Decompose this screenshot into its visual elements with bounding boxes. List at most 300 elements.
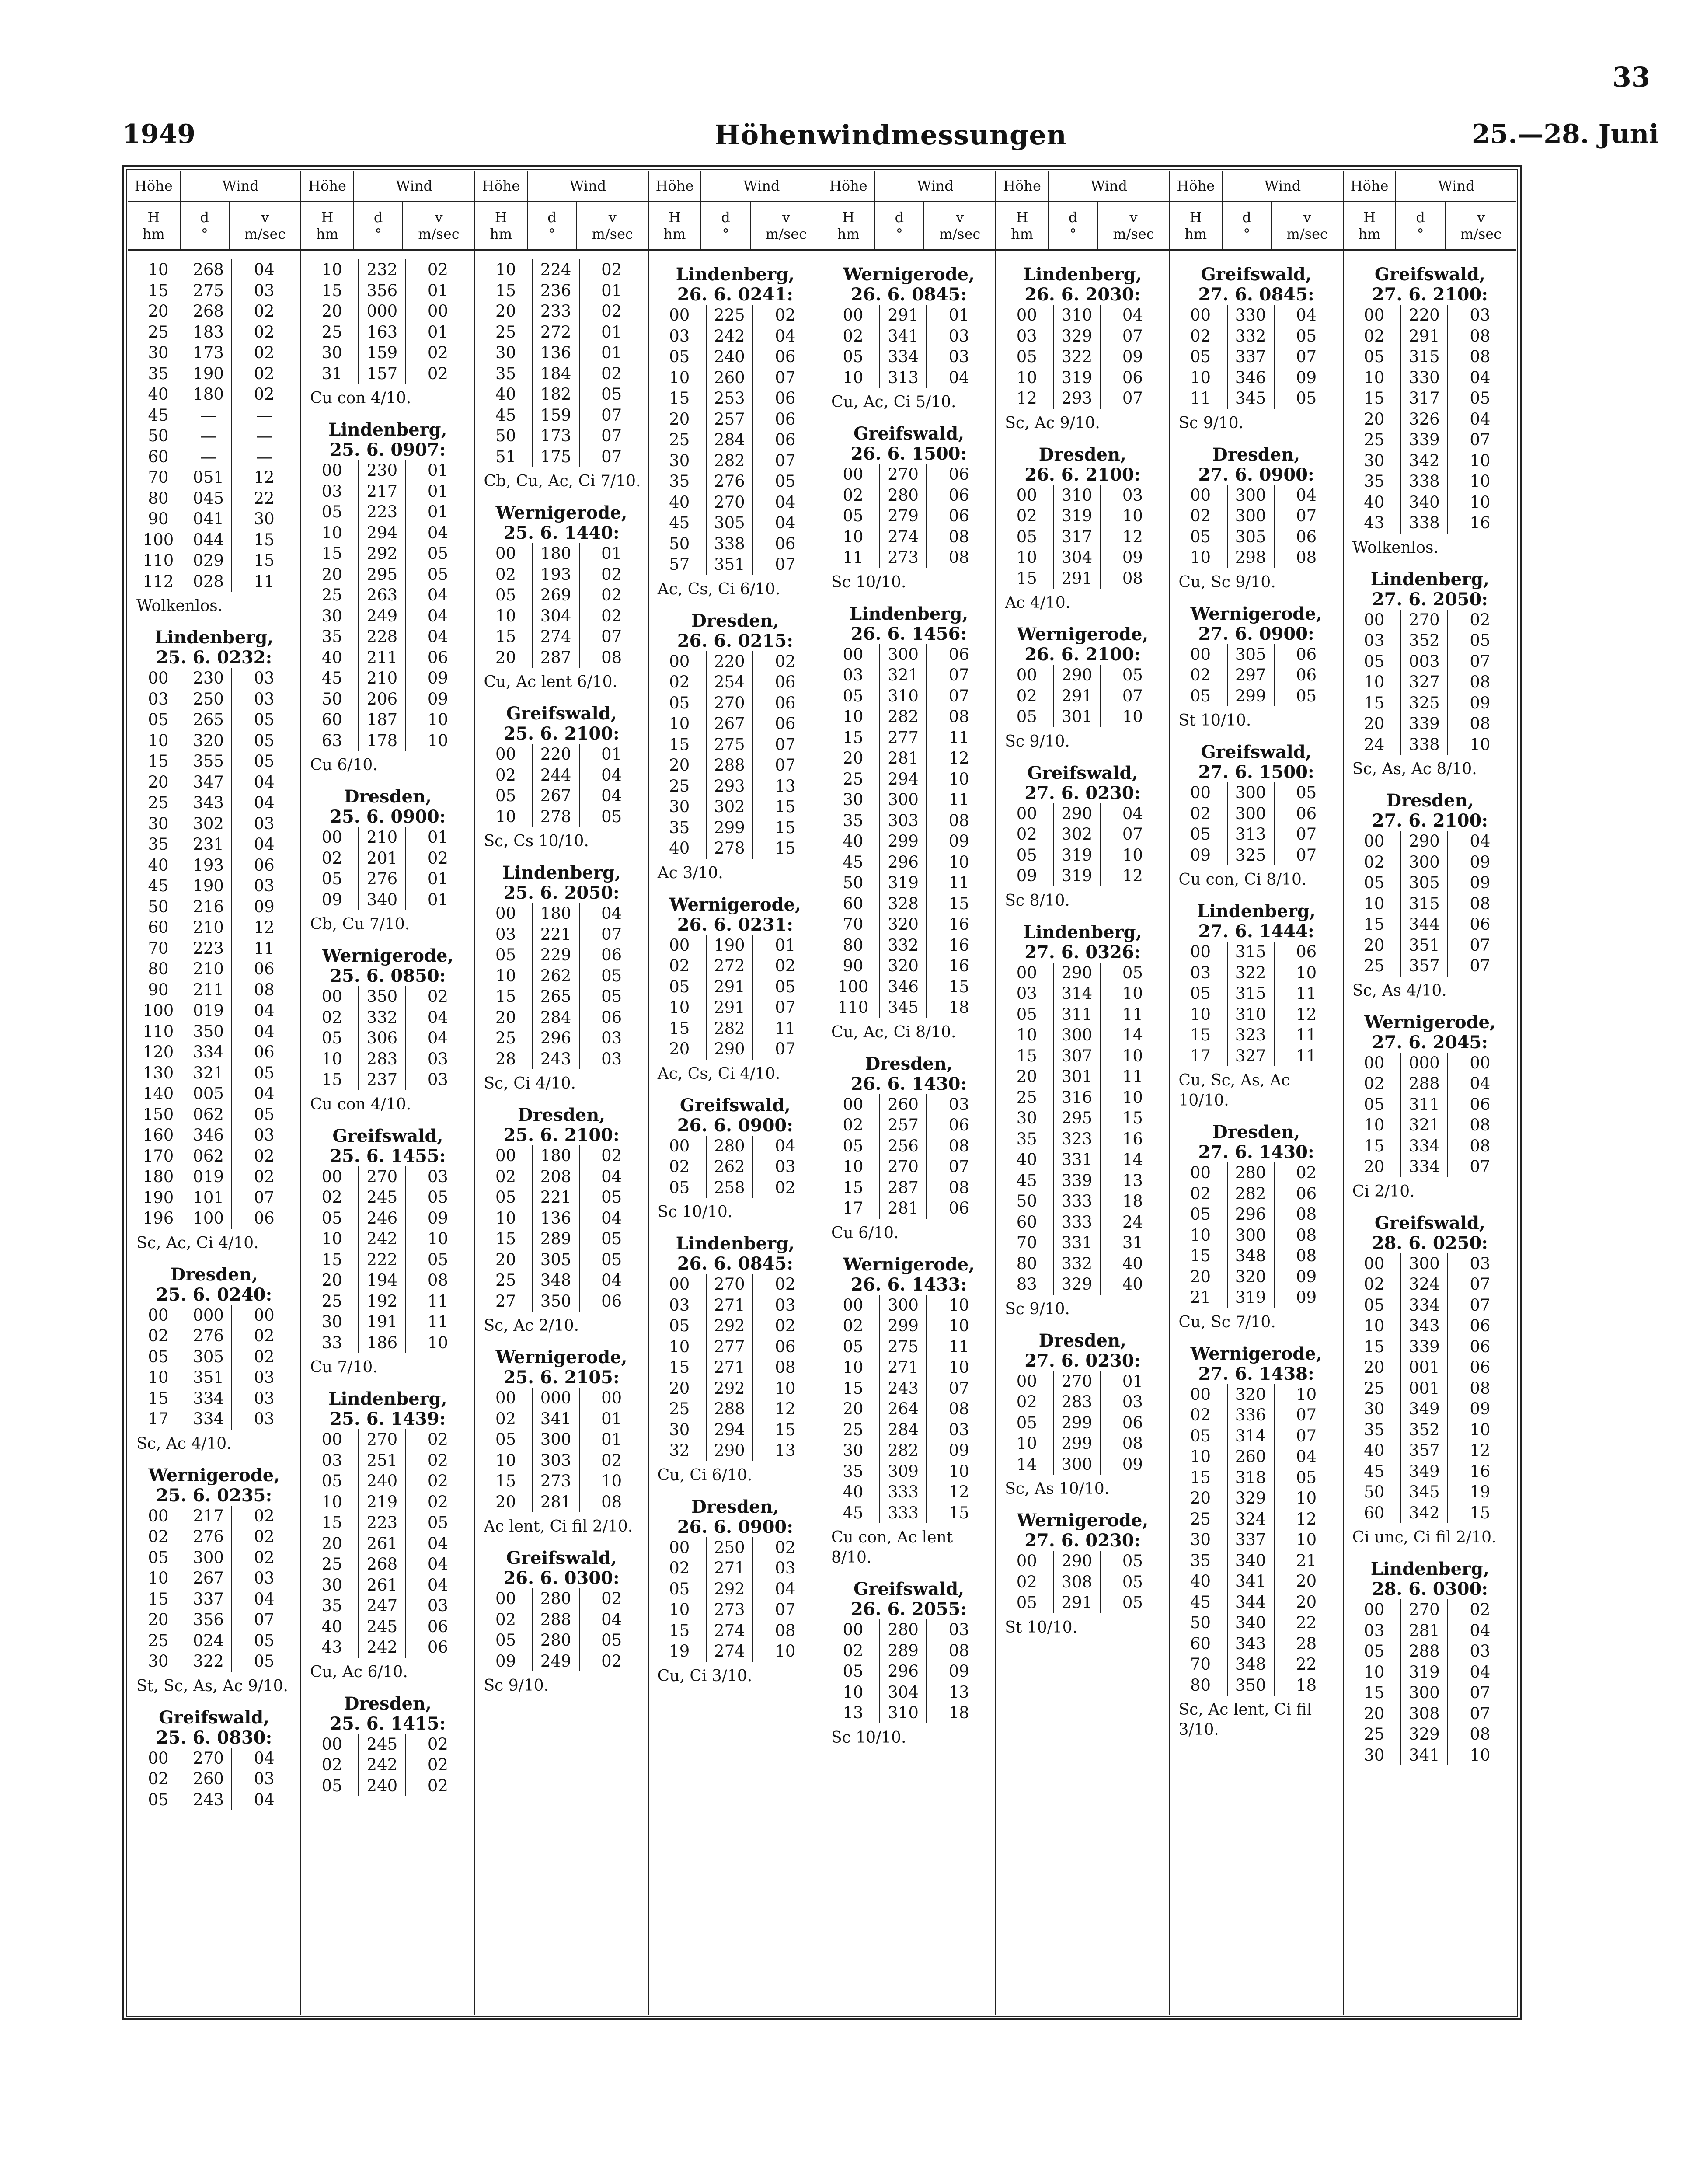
direction-value: 325 [1227, 845, 1275, 866]
table-row [1174, 346, 1338, 367]
height-value: 05 [1190, 1426, 1211, 1445]
height-value: 28 [495, 1049, 516, 1068]
table-row [827, 1295, 991, 1316]
sounding-datetime: 27. 6. 1430: [1198, 1142, 1314, 1162]
speed-value: 13 [948, 1682, 969, 1702]
table-row [306, 585, 470, 606]
height-value: 10 [843, 527, 864, 546]
speed-value: 04 [254, 1589, 275, 1608]
table-row [1000, 1191, 1164, 1212]
table-row [653, 1315, 817, 1336]
table-row [1348, 409, 1512, 430]
speed-value: 06 [775, 430, 796, 449]
direction-value: 310 [1053, 485, 1101, 506]
table-row [653, 1579, 817, 1600]
direction-value: 343 [1400, 1315, 1448, 1336]
direction-value: 211 [185, 980, 232, 1001]
table-row [306, 1429, 470, 1450]
table-row [1174, 1287, 1338, 1308]
direction-value: 273 [879, 547, 927, 568]
speed-value: 09 [1122, 1455, 1143, 1474]
direction-value: 296 [1227, 1204, 1275, 1225]
sounding-datetime: 26. 6. 0300: [503, 1568, 620, 1588]
direction-value: 292 [706, 1579, 753, 1600]
sounding-block [1000, 1331, 1164, 1500]
table-row [306, 460, 470, 481]
table-row [306, 730, 470, 751]
sounding-datetime: 26. 6. 2055: [850, 1599, 967, 1619]
direction-value: 270 [1400, 1599, 1448, 1620]
table-row [1000, 1149, 1164, 1170]
direction-value: 319 [1053, 845, 1101, 866]
sounding-datetime: 27. 6. 0230: [1024, 782, 1141, 803]
speed-value: 06 [948, 465, 969, 484]
speed-value: 05 [427, 1250, 448, 1269]
station-name: Wernigerode, [843, 264, 975, 285]
direction-value: 299 [1053, 1413, 1101, 1434]
direction-value: 178 [358, 730, 406, 751]
speed-value: 04 [254, 260, 275, 279]
speed-value: 15 [775, 818, 796, 837]
table-column [475, 171, 649, 2015]
height-value: 05 [148, 1347, 169, 1366]
table-row [653, 734, 817, 755]
direction-value: 301 [1053, 706, 1101, 727]
speed-value: 04 [601, 904, 622, 923]
speed-value: 02 [601, 302, 622, 321]
speed-value: 06 [948, 1116, 969, 1134]
direction-value: 250 [185, 689, 232, 710]
direction-value: 350 [1227, 1675, 1275, 1696]
height-value: 83 [1016, 1275, 1037, 1294]
speed-value: 12 [948, 1483, 969, 1501]
direction-value: 333 [1053, 1212, 1101, 1233]
direction-value: 340 [1227, 1550, 1275, 1571]
header-speed-cell [1098, 202, 1169, 249]
height-value: 05 [1016, 845, 1037, 865]
height-value: 10 [495, 1208, 516, 1228]
column-body [475, 251, 648, 1696]
year: 1949 [122, 119, 195, 150]
table-row [480, 1609, 644, 1630]
speed-value: 02 [601, 1146, 622, 1165]
station-name: Greifswald, [1027, 762, 1138, 783]
height-value: 10 [669, 714, 690, 733]
height-value: 00 [1190, 485, 1211, 505]
header-d: d [547, 209, 557, 226]
speed-value: 09 [1296, 1267, 1317, 1286]
header-deg: ° [1243, 226, 1251, 242]
sounding-block [827, 604, 991, 1043]
speed-value: 02 [601, 606, 622, 625]
direction-value: 304 [532, 606, 580, 627]
table-row [1348, 1682, 1512, 1703]
table-row [653, 492, 817, 513]
table-row [480, 1450, 644, 1471]
speed-value: 08 [1296, 1225, 1317, 1245]
measurement-table [128, 171, 1516, 2015]
sounding-block [480, 1347, 644, 1537]
table-row [132, 792, 296, 813]
height-value: 20 [495, 648, 516, 667]
direction-value: 332 [1227, 326, 1275, 347]
page-header [122, 119, 1659, 154]
table-row [653, 817, 817, 838]
height-value: 15 [321, 544, 342, 563]
speed-value: 12 [1470, 1441, 1491, 1460]
height-value: 05 [843, 347, 864, 366]
height-value: 05 [1016, 347, 1037, 366]
header-height-cell [649, 202, 702, 249]
height-value: 40 [843, 832, 864, 851]
table-row [306, 1333, 470, 1354]
table-row [1174, 1529, 1338, 1550]
direction-value: 220 [706, 651, 753, 672]
direction-value: 305 [185, 1347, 232, 1368]
speed-value: 05 [1296, 783, 1317, 802]
header-row-top [996, 171, 1169, 202]
direction-value: 308 [1400, 1703, 1448, 1724]
direction-value: 306 [358, 1028, 406, 1049]
table-row [480, 1492, 644, 1513]
table-row [1348, 513, 1512, 534]
station-name: Dresden, [344, 786, 432, 807]
direction-value: 269 [532, 585, 580, 606]
speed-value: 10 [1296, 1530, 1317, 1549]
direction-value: 019 [185, 1000, 232, 1021]
table-row [1000, 1551, 1164, 1572]
direction-value: 256 [879, 1136, 927, 1157]
cloud-note: St 10/10. [1178, 712, 1251, 729]
speed-value: 02 [427, 1451, 448, 1470]
direction-value: 334 [1400, 1136, 1448, 1157]
table-row [306, 301, 470, 322]
speed-value: 10 [1122, 506, 1143, 525]
page-number: 33 [1612, 61, 1650, 93]
station-name: Dresden, [691, 1496, 779, 1517]
cloud-note: Cu, Ci 6/10. [657, 1466, 752, 1484]
height-value: 02 [321, 848, 342, 868]
speed-value: 08 [948, 548, 969, 567]
direction-value: 001 [1400, 1378, 1448, 1399]
table-row [132, 855, 296, 876]
table-row [132, 384, 296, 405]
direction-value: 280 [879, 1619, 927, 1640]
direction-value: 265 [185, 709, 232, 730]
height-value: 43 [321, 1638, 342, 1657]
sounding-datetime: 27. 6. 2100: [1372, 810, 1488, 831]
header-direction-cell [528, 202, 577, 249]
table-row [1000, 305, 1164, 326]
direction-value: 338 [1400, 513, 1448, 534]
column-header [128, 171, 300, 251]
header-v: v [435, 209, 443, 226]
table-row [132, 1187, 296, 1208]
direction-value: 342 [1400, 450, 1448, 471]
direction-value: 289 [532, 1228, 580, 1249]
height-value: 90 [148, 509, 169, 528]
speed-value: 11 [1122, 1067, 1143, 1086]
table-row [827, 547, 991, 568]
table-row [1348, 1156, 1512, 1177]
speed-value: 10 [948, 1358, 969, 1377]
height-value: 02 [669, 1157, 690, 1176]
height-value: 05 [321, 1029, 342, 1047]
height-value: 15 [495, 1229, 516, 1248]
cloud-note: Sc, Ac lent, Ci fil 3/10. [1178, 1701, 1312, 1739]
table-row [480, 280, 644, 301]
height-value: 10 [1364, 1662, 1385, 1682]
table-row [1174, 803, 1338, 824]
column-header [1344, 171, 1516, 251]
height-value: 112 [143, 572, 174, 591]
speed-value: 21 [1296, 1551, 1317, 1570]
station-name: Greifswald, [159, 1707, 270, 1728]
direction-value: 223 [358, 502, 406, 523]
cloud-note: Sc, Ac, Ci 4/10. [136, 1234, 259, 1252]
height-value: 02 [1364, 1275, 1385, 1294]
direction-value: 313 [879, 367, 927, 388]
sounding-datetime: 27. 6. 0900: [1198, 464, 1314, 485]
speed-value: 08 [1470, 673, 1491, 691]
height-value: 05 [843, 1662, 864, 1681]
direction-value: 310 [1053, 305, 1101, 326]
speed-value: 06 [601, 1008, 622, 1027]
table-row [827, 727, 991, 748]
speed-value: 15 [948, 894, 969, 913]
height-value: 15 [843, 1178, 864, 1197]
direction-value: 324 [1400, 1274, 1448, 1295]
height-value: 10 [843, 1682, 864, 1702]
header-v: v [261, 209, 269, 226]
height-value: 10 [1190, 1447, 1211, 1466]
height-value: 25 [321, 322, 342, 342]
sounding-block [1348, 569, 1512, 780]
speed-value: 11 [254, 938, 275, 958]
height-value: 20 [1190, 1489, 1211, 1507]
table-row [827, 1136, 991, 1157]
speed-value: 06 [1296, 527, 1317, 546]
height-value: 70 [148, 938, 169, 958]
sounding-block [1000, 763, 1164, 911]
height-value: 20 [669, 409, 690, 429]
table-row [1348, 1641, 1512, 1662]
direction-value: 193 [532, 564, 580, 585]
table-row [827, 346, 991, 367]
speed-value: 03 [775, 1559, 796, 1577]
height-value: 25 [1016, 1088, 1037, 1107]
height-value: 27 [495, 1291, 516, 1311]
table-row [132, 1589, 296, 1610]
speed-value: 12 [948, 749, 969, 768]
speed-value: 07 [1296, 506, 1317, 525]
height-value: 02 [1190, 506, 1211, 525]
sounding-block [1000, 265, 1164, 433]
header-d: d [1416, 209, 1425, 226]
direction-value: 242 [358, 1637, 406, 1658]
direction-value: 307 [1053, 1046, 1101, 1067]
direction-value: 305 [1227, 644, 1275, 665]
table-row [653, 1156, 817, 1177]
speed-value: 06 [775, 389, 796, 408]
speed-value: 04 [254, 772, 275, 792]
table-row [480, 785, 644, 806]
table-row [827, 644, 991, 665]
direction-value: 351 [706, 554, 753, 575]
direction-value: 346 [185, 1125, 232, 1146]
direction-value: 321 [879, 665, 927, 686]
speed-value: 04 [1470, 832, 1491, 851]
direction-value: 328 [879, 893, 927, 914]
table-row [1000, 506, 1164, 527]
direction-value: 253 [706, 388, 753, 409]
direction-value: 273 [532, 1471, 580, 1492]
height-value: 05 [1190, 1205, 1211, 1224]
direction-value: 325 [1400, 693, 1448, 714]
direction-value: 329 [1053, 1274, 1101, 1295]
height-value: 05 [321, 502, 342, 521]
direction-value: 300 [879, 644, 927, 665]
column-header [1170, 171, 1343, 251]
direction-value: 249 [532, 1651, 580, 1672]
direction-value: 300 [1227, 782, 1275, 803]
cloud-note: Sc, Ac 4/10. [136, 1434, 232, 1453]
direction-value: 232 [358, 259, 406, 280]
direction-value: 257 [879, 1115, 927, 1136]
height-value: 70 [1016, 1233, 1037, 1252]
direction-value: 339 [1400, 429, 1448, 450]
header-height-cell [996, 202, 1049, 249]
direction-value: 291 [706, 977, 753, 998]
height-value: 25 [321, 1555, 342, 1573]
height-value: 00 [148, 1305, 169, 1325]
height-value: 05 [1016, 527, 1037, 546]
height-value: 15 [148, 1589, 169, 1608]
table-row [1000, 1371, 1164, 1392]
height-value: 70 [843, 915, 864, 934]
height-value: 15 [843, 728, 864, 747]
height-value: 10 [321, 1049, 342, 1068]
height-value: 10 [843, 368, 864, 387]
speed-value: 05 [254, 710, 275, 729]
direction-value: 270 [1053, 1371, 1101, 1392]
speed-value: 01 [601, 544, 622, 563]
height-value: 50 [843, 873, 864, 892]
speed-value: 01 [1122, 1371, 1143, 1391]
speed-value: 04 [1470, 409, 1491, 429]
height-value: 35 [1364, 472, 1385, 491]
height-value: 20 [1016, 1067, 1037, 1086]
header-row-top [1170, 171, 1343, 202]
height-value: 10 [321, 1229, 342, 1248]
column-body [649, 251, 822, 1686]
speed-value: 11 [427, 1312, 448, 1331]
height-value: 05 [495, 1430, 516, 1449]
direction-value: 341 [1227, 1571, 1275, 1592]
sounding-block [306, 1126, 470, 1378]
speed-value: 07 [1470, 1275, 1491, 1294]
direction-value: 288 [706, 755, 753, 776]
speed-value: 11 [1122, 1005, 1143, 1024]
table-row [1000, 1087, 1164, 1108]
height-value: 03 [843, 666, 864, 684]
height-value: 02 [843, 485, 864, 505]
direction-value: 268 [185, 301, 232, 322]
height-value: 19 [669, 1642, 690, 1661]
direction-value: 276 [706, 471, 753, 492]
table-row [827, 1156, 991, 1177]
table-row [827, 1661, 991, 1682]
speed-value: 06 [1296, 1184, 1317, 1203]
direction-value: 260 [879, 1094, 927, 1115]
direction-value: 348 [532, 1270, 580, 1291]
table-row [1348, 713, 1512, 734]
direction-value: 282 [706, 450, 753, 471]
height-value: 80 [148, 488, 169, 508]
direction-value: 334 [1400, 1156, 1448, 1177]
speed-value: 31 [1122, 1233, 1143, 1252]
height-value: 15 [1190, 1026, 1211, 1044]
header-d: d [200, 209, 209, 226]
height-value: 02 [1364, 326, 1385, 345]
height-value: 35 [843, 1462, 864, 1481]
table-row [480, 384, 644, 405]
speed-value: 08 [1470, 326, 1491, 345]
speed-value: 04 [1296, 1447, 1317, 1466]
speed-value: 02 [254, 1167, 275, 1186]
direction-value: 356 [358, 280, 406, 301]
table-row [1000, 568, 1164, 589]
header-d: d [373, 209, 383, 226]
table-row [1174, 485, 1338, 506]
table-row [1174, 1488, 1338, 1509]
speed-value: 07 [775, 735, 796, 754]
height-value: 20 [148, 1610, 169, 1629]
table-row [306, 363, 470, 384]
table-row [306, 1208, 470, 1229]
speed-value: 02 [775, 1538, 796, 1557]
height-value: 05 [669, 1316, 690, 1335]
speed-value: 08 [1470, 714, 1491, 733]
direction-value: 291 [1400, 326, 1448, 347]
sounding-block [653, 1234, 817, 1486]
direction-value: 355 [185, 751, 232, 772]
header-wind: Wind [1438, 178, 1475, 194]
direction-value: 331 [1053, 1149, 1101, 1170]
speed-value: 03 [775, 1295, 796, 1315]
cloud-note: Sc 9/10. [1178, 414, 1244, 432]
speed-value: 13 [1122, 1171, 1143, 1190]
table-row [306, 1007, 470, 1028]
table-row [132, 405, 296, 426]
height-value: 00 [843, 1295, 864, 1315]
header-hm: hm [1358, 226, 1381, 242]
table-row [1348, 956, 1512, 977]
height-value: 00 [1190, 942, 1211, 961]
table-row [653, 471, 817, 492]
speed-value: 11 [427, 1291, 448, 1311]
header-hm: hm [1184, 226, 1207, 242]
height-value: 00 [148, 1748, 169, 1768]
table-row [1174, 983, 1338, 1004]
table-row [827, 326, 991, 347]
table-row [1348, 1295, 1512, 1316]
table-row [1174, 1612, 1338, 1633]
direction-value: 221 [532, 1187, 580, 1208]
speed-value: 15 [775, 1420, 796, 1439]
header-direction-cell [875, 202, 925, 249]
table-row [1348, 1378, 1512, 1399]
